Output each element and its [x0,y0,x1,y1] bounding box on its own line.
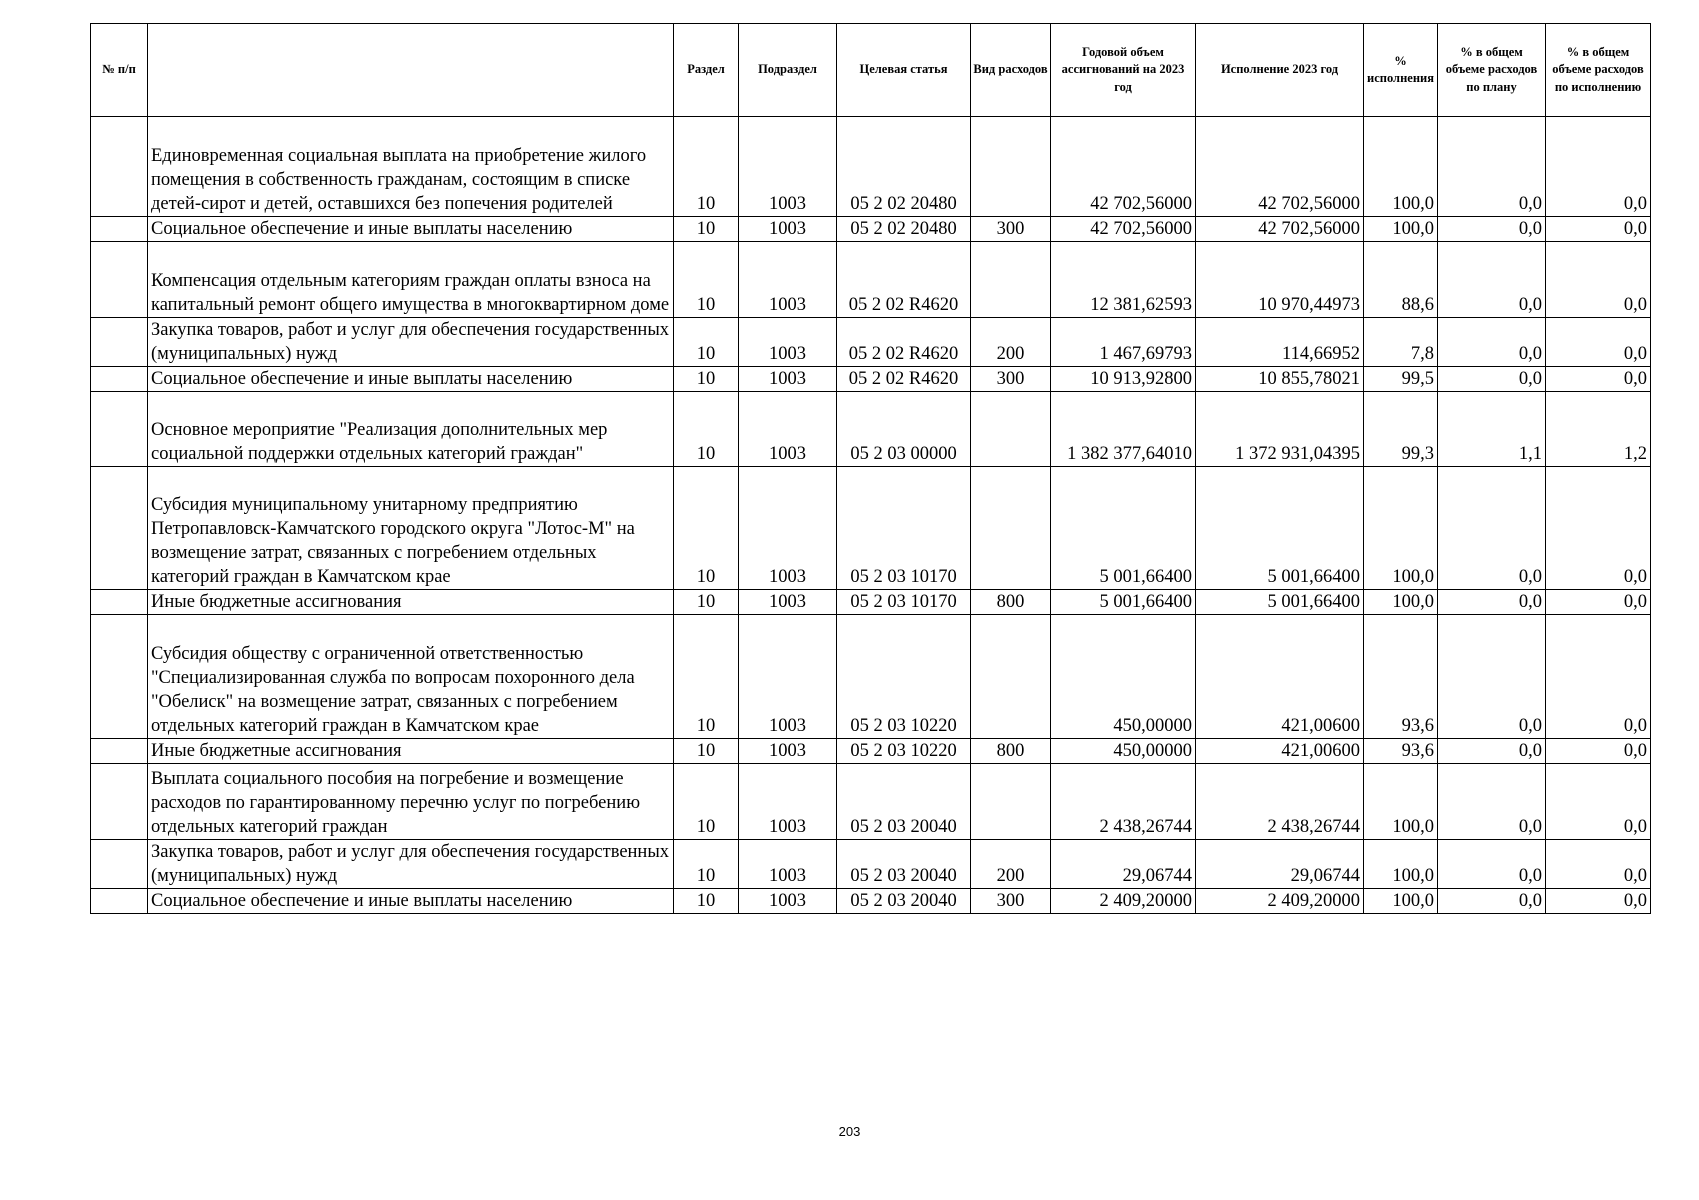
cell-exp-type: 200 [971,840,1051,889]
header-exec: Исполнение 2023 год [1196,24,1364,117]
budget-table [90,23,1651,914]
cell-target: 05 2 02 R4620 [837,242,971,318]
cell-share-plan: 0,0 [1438,367,1546,392]
cell-target: 05 2 03 10220 [837,739,971,764]
table-body [91,117,1651,914]
cell-plan: 2 438,26744 [1051,764,1196,840]
header-name [148,24,674,117]
cell-target: 05 2 02 20480 [837,217,971,242]
header-exp-type: Вид расходов [971,24,1051,117]
cell-name: Социальное обеспечение и иные выплаты населению [148,367,674,392]
table-row [91,318,1651,367]
header-plan: Годовой объем ассигнований на 2023 год [1051,24,1196,117]
cell-pct: 99,5 [1364,367,1438,392]
cell-exp-type: 300 [971,889,1051,914]
table-row [91,392,1651,467]
header-section: Раздел [674,24,739,117]
cell-name: Компенсация отдельным категориям граждан оплаты взноса на капитальный ремонт общего имущества в многоквартирном доме [148,242,674,318]
cell-section: 10 [674,242,739,318]
cell-share-plan: 0,0 [1438,615,1546,739]
cell-section: 10 [674,590,739,615]
cell-target: 05 2 03 10220 [837,615,971,739]
cell-subsection: 1003 [739,367,837,392]
cell-subsection: 1003 [739,242,837,318]
cell-exp-type: 800 [971,590,1051,615]
table-row [91,590,1651,615]
cell-plan: 1 467,69793 [1051,318,1196,367]
cell-name: Социальное обеспечение и иные выплаты населению [148,217,674,242]
cell-plan: 29,06744 [1051,840,1196,889]
cell-section: 10 [674,840,739,889]
cell-subsection: 1003 [739,117,837,217]
cell-share-exec: 1,2 [1546,392,1651,467]
cell-share-plan: 0,0 [1438,318,1546,367]
cell-share-exec: 0,0 [1546,318,1651,367]
cell-plan: 12 381,62593 [1051,242,1196,318]
cell-name: Выплата социального пособия на погребение и возмещение расходов по гарантированному перечню услуг по погребению отдельных категорий граждан [148,764,674,840]
cell-target: 05 2 03 20040 [837,840,971,889]
header-target: Целевая статья [837,24,971,117]
cell-pct: 100,0 [1364,764,1438,840]
cell-exec: 10 855,78021 [1196,367,1364,392]
cell-exec: 2 409,20000 [1196,889,1364,914]
cell-section: 10 [674,392,739,467]
cell-exp-type: 300 [971,217,1051,242]
cell-share-plan: 0,0 [1438,739,1546,764]
cell-section: 10 [674,367,739,392]
cell-section: 10 [674,318,739,367]
cell-share-plan: 0,0 [1438,590,1546,615]
table-row [91,242,1651,318]
cell-num [91,764,148,840]
cell-section: 10 [674,615,739,739]
cell-target: 05 2 02 20480 [837,117,971,217]
cell-share-exec: 0,0 [1546,590,1651,615]
cell-exp-type [971,392,1051,467]
table-header-row [91,24,1651,117]
cell-plan: 1 382 377,64010 [1051,392,1196,467]
cell-exec: 5 001,66400 [1196,590,1364,615]
cell-share-plan: 0,0 [1438,467,1546,590]
cell-subsection: 1003 [739,840,837,889]
cell-num [91,318,148,367]
cell-pct: 93,6 [1364,615,1438,739]
cell-name: Иные бюджетные ассигнования [148,739,674,764]
cell-exp-type [971,242,1051,318]
cell-pct: 99,3 [1364,392,1438,467]
table-row [91,467,1651,590]
cell-pct: 7,8 [1364,318,1438,367]
cell-share-plan: 0,0 [1438,242,1546,318]
cell-exp-type: 800 [971,739,1051,764]
cell-pct: 100,0 [1364,467,1438,590]
cell-share-plan: 0,0 [1438,889,1546,914]
cell-subsection: 1003 [739,467,837,590]
cell-share-exec: 0,0 [1546,615,1651,739]
table-row [91,117,1651,217]
cell-plan: 42 702,56000 [1051,117,1196,217]
cell-target: 05 2 03 10170 [837,590,971,615]
header-num: № п/п [91,24,148,117]
cell-num [91,117,148,217]
cell-name: Субсидия муниципальному унитарному предприятию Петропавловск-Камчатского городского округа "Лотос-М" на возмещение затрат, связанных с погребением отдельных категорий граждан в Камчатском крае [148,467,674,590]
cell-subsection: 1003 [739,392,837,467]
cell-exec: 5 001,66400 [1196,467,1364,590]
cell-share-exec: 0,0 [1546,367,1651,392]
cell-num [91,615,148,739]
cell-plan: 42 702,56000 [1051,217,1196,242]
table-row [91,889,1651,914]
cell-target: 05 2 03 00000 [837,392,971,467]
header-share-exec: % в общем объеме расходов по исполнению [1546,24,1651,117]
cell-target: 05 2 02 R4620 [837,367,971,392]
table-row [91,840,1651,889]
cell-pct: 100,0 [1364,840,1438,889]
cell-num [91,840,148,889]
cell-name: Основное мероприятие "Реализация дополнительных мер социальной поддержки отдельных категорий граждан" [148,392,674,467]
cell-subsection: 1003 [739,590,837,615]
cell-num [91,242,148,318]
cell-share-plan: 0,0 [1438,217,1546,242]
cell-exec: 421,00600 [1196,739,1364,764]
header-pct: % исполнения [1364,24,1438,117]
header-subsection: Подраздел [739,24,837,117]
cell-pct: 100,0 [1364,889,1438,914]
cell-target: 05 2 03 10170 [837,467,971,590]
cell-pct: 100,0 [1364,217,1438,242]
cell-share-exec: 0,0 [1546,217,1651,242]
cell-plan: 5 001,66400 [1051,590,1196,615]
cell-name: Закупка товаров, работ и услуг для обеспечения государственных (муниципальных) нужд [148,840,674,889]
cell-exp-type: 300 [971,367,1051,392]
cell-share-exec: 0,0 [1546,739,1651,764]
cell-section: 10 [674,739,739,764]
cell-pct: 93,6 [1364,739,1438,764]
cell-num [91,889,148,914]
header-share-plan: % в общем объеме расходов по плану [1438,24,1546,117]
cell-target: 05 2 03 20040 [837,764,971,840]
cell-plan: 2 409,20000 [1051,889,1196,914]
cell-pct: 100,0 [1364,117,1438,217]
cell-section: 10 [674,467,739,590]
cell-name: Иные бюджетные ассигнования [148,590,674,615]
cell-subsection: 1003 [739,889,837,914]
cell-exec: 1 372 931,04395 [1196,392,1364,467]
cell-num [91,367,148,392]
cell-name: Социальное обеспечение и иные выплаты населению [148,889,674,914]
cell-share-exec: 0,0 [1546,840,1651,889]
cell-exp-type [971,467,1051,590]
cell-share-plan: 0,0 [1438,117,1546,217]
cell-section: 10 [674,217,739,242]
table-row [91,217,1651,242]
table-row [91,367,1651,392]
cell-share-plan: 0,0 [1438,840,1546,889]
cell-share-exec: 0,0 [1546,467,1651,590]
cell-pct: 88,6 [1364,242,1438,318]
cell-section: 10 [674,117,739,217]
cell-target: 05 2 03 20040 [837,889,971,914]
cell-subsection: 1003 [739,615,837,739]
cell-num [91,467,148,590]
cell-name: Субсидия обществу с ограниченной ответственностью "Специализированная служба по вопросам похоронного дела "Обелиск" на возмещение затрат, связанных с погребением отдельных категорий граждан в Камчатском крае [148,615,674,739]
cell-share-plan: 0,0 [1438,764,1546,840]
cell-exec: 421,00600 [1196,615,1364,739]
cell-name: Единовременная социальная выплата на приобретение жилого помещения в собственность гражданам, состоящим в списке детей-сирот и детей, оставшихся без попечения родителей [148,117,674,217]
cell-plan: 5 001,66400 [1051,467,1196,590]
cell-num [91,590,148,615]
cell-num [91,217,148,242]
cell-exec: 42 702,56000 [1196,217,1364,242]
cell-share-plan: 1,1 [1438,392,1546,467]
cell-plan: 10 913,92800 [1051,367,1196,392]
cell-subsection: 1003 [739,318,837,367]
cell-subsection: 1003 [739,217,837,242]
cell-num [91,392,148,467]
cell-section: 10 [674,889,739,914]
cell-num [91,739,148,764]
table-row [91,739,1651,764]
cell-exec: 114,66952 [1196,318,1364,367]
cell-pct: 100,0 [1364,590,1438,615]
cell-name: Закупка товаров, работ и услуг для обеспечения государственных (муниципальных) нужд [148,318,674,367]
cell-exec: 2 438,26744 [1196,764,1364,840]
cell-share-exec: 0,0 [1546,764,1651,840]
cell-exec: 42 702,56000 [1196,117,1364,217]
cell-share-exec: 0,0 [1546,117,1651,217]
cell-plan: 450,00000 [1051,615,1196,739]
cell-exp-type: 200 [971,318,1051,367]
table-row [91,615,1651,739]
cell-exec: 10 970,44973 [1196,242,1364,318]
cell-exec: 29,06744 [1196,840,1364,889]
cell-share-exec: 0,0 [1546,242,1651,318]
page-number: 203 [838,1124,861,1139]
cell-target: 05 2 02 R4620 [837,318,971,367]
cell-section: 10 [674,764,739,840]
cell-subsection: 1003 [739,764,837,840]
cell-share-exec: 0,0 [1546,889,1651,914]
cell-subsection: 1003 [739,739,837,764]
cell-exp-type [971,117,1051,217]
cell-exp-type [971,615,1051,739]
cell-exp-type [971,764,1051,840]
cell-plan: 450,00000 [1051,739,1196,764]
table-row [91,764,1651,840]
